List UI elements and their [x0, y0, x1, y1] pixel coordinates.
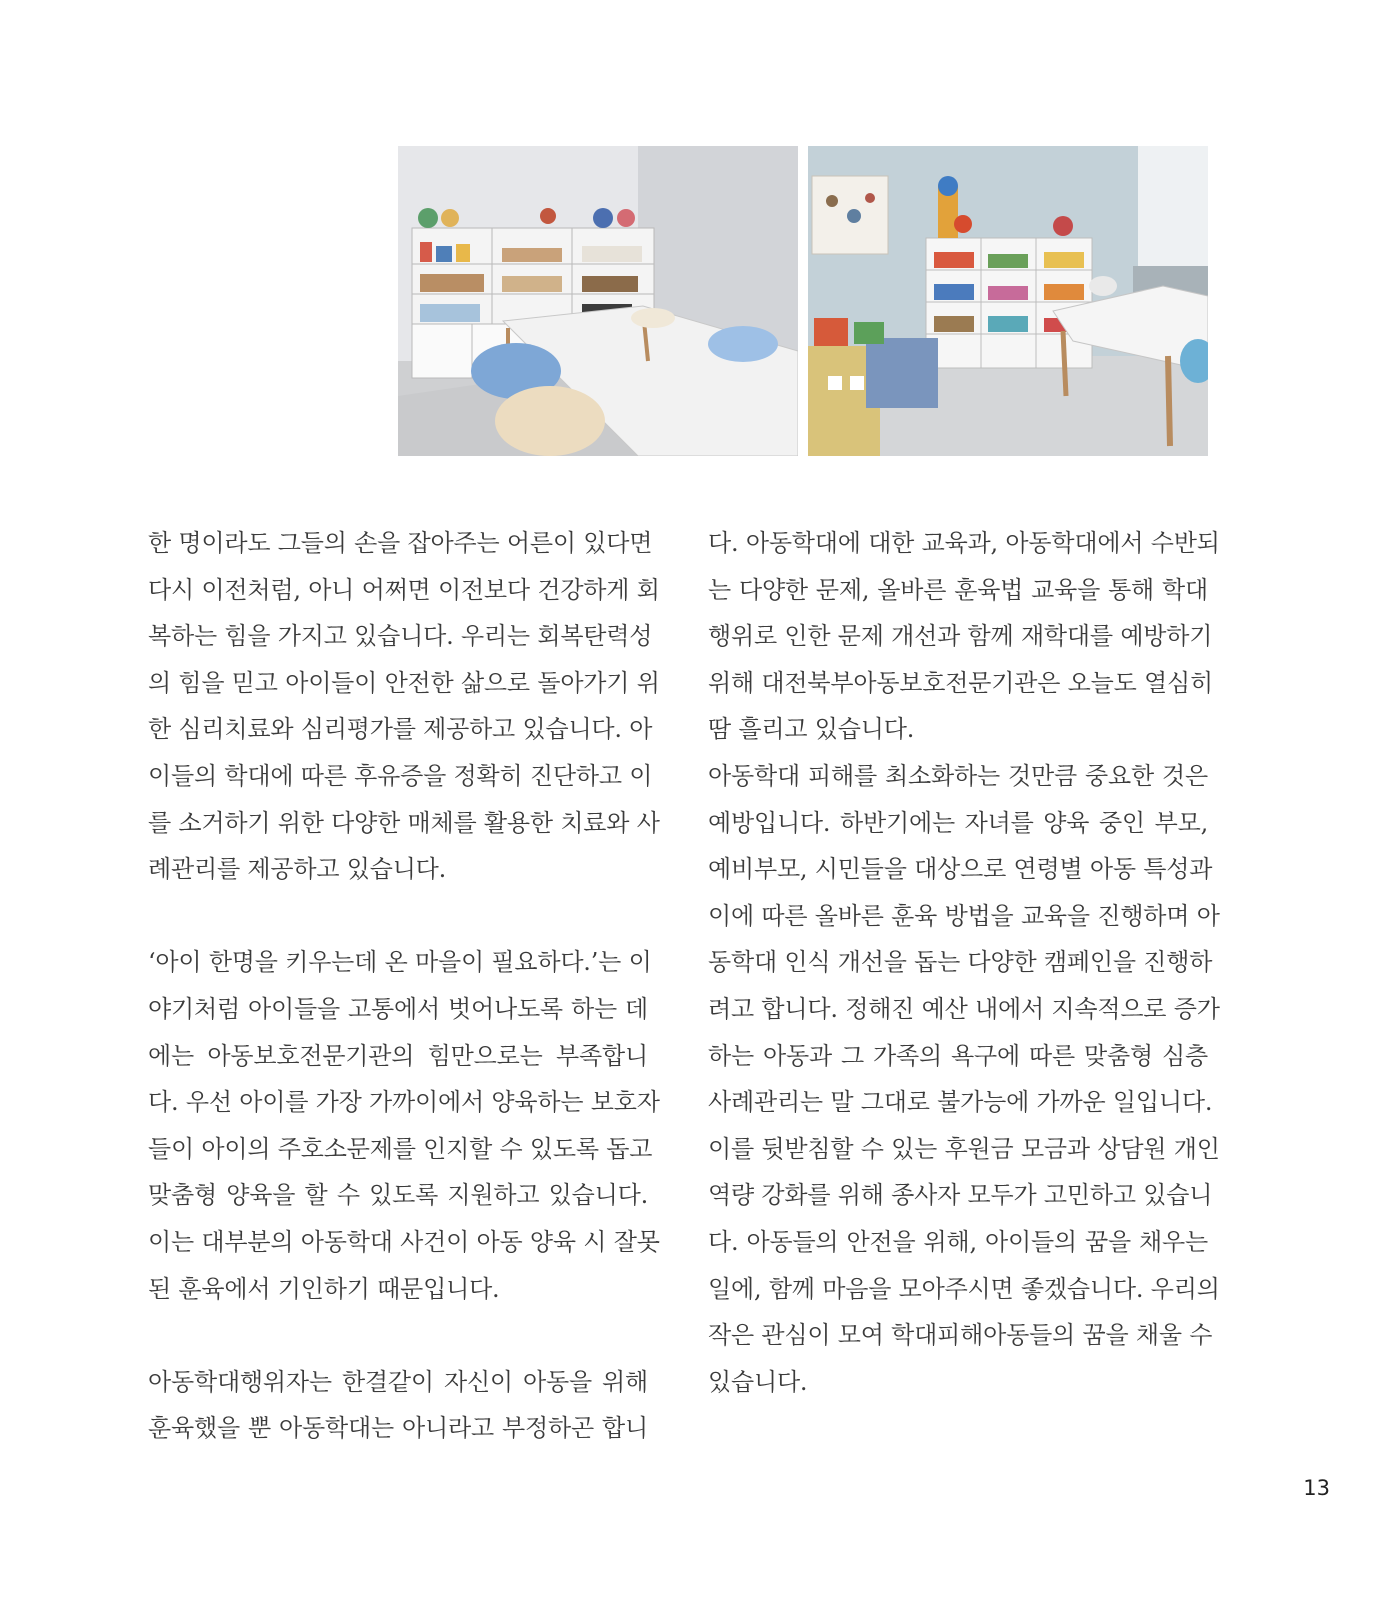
text-line: 다. 아동들의 안전을 위해, 아이들의 꿈을 채우는 — [708, 1227, 1208, 1256]
text-column-left — [148, 520, 660, 1452]
text-line: 사례관리는 말 그대로 불가능에 가까운 일입니다. — [708, 1088, 1213, 1117]
text-line: 행위로 인한 문제 개선과 함께 재학대를 예방하기 — [708, 622, 1213, 651]
text-line: 맞춤형 양육을 할 수 있도록 지원하고 있습니다. — [148, 1181, 648, 1210]
text-line: 한 명이라도 그들의 손을 잡아주는 어른이 있다면 — [148, 529, 653, 557]
text-line: 려고 합니다. 정해진 예산 내에서 지속적으로 증가 — [708, 994, 1220, 1023]
text-line: 이들의 학대에 따른 후유증을 정확히 진단하고 이 — [148, 761, 653, 790]
text-line: 동학대 인식 개선을 돕는 다양한 캠페인을 진행하 — [708, 948, 1213, 977]
page-number: 13 — [1303, 1476, 1330, 1500]
text-line: 예방입니다. 하반기에는 자녀를 양육 중인 부모, — [708, 808, 1208, 837]
text-line: 예비부모, 시민들을 대상으로 연령별 아동 특성과 — [708, 855, 1213, 884]
text-column-right — [708, 520, 1220, 1405]
text-line: 의 힘을 믿고 아이들이 안전한 삶으로 돌아가기 위 — [148, 668, 660, 697]
paragraph-gap — [148, 893, 648, 940]
text-line: 아동학대행위자는 한결같이 자신이 아동을 위해 — [148, 1367, 648, 1396]
text-line: 된 훈육에서 기인하기 때문입니다. — [148, 1274, 500, 1303]
text-line: 이를 뒷받침할 수 있는 후원금 모금과 상담원 개인 — [708, 1134, 1220, 1163]
paragraph — [708, 753, 1220, 1405]
text-line: 있습니다. — [708, 1367, 808, 1396]
text-line: 는 다양한 문제, 올바른 훈육법 교육을 통해 학대 — [708, 575, 1208, 604]
paragraph — [148, 1359, 648, 1452]
text-line: 작은 관심이 모여 학대피해아동들의 꿈을 채울 수 — [708, 1321, 1213, 1350]
text-line: 를 소거하기 위한 다양한 매체를 활용한 치료와 사 — [148, 808, 660, 837]
text-line: 다. 우선 아이를 가장 가까이에서 양육하는 보호자 — [148, 1088, 660, 1117]
text-line: 례관리를 제공하고 있습니다. — [148, 855, 447, 884]
text-line: 들이 아이의 주호소문제를 인지할 수 있도록 돕고 — [148, 1134, 653, 1163]
text-line: 다. 아동학대에 대한 교육과, 아동학대에서 수반되 — [708, 529, 1220, 557]
text-line: 에는 아동보호전문기관의 힘만으로는 부족합니 — [148, 1041, 648, 1070]
paragraph — [148, 939, 660, 1312]
play-therapy-room-photo — [808, 146, 1208, 456]
paragraph — [148, 520, 660, 893]
text-line: 일에, 함께 마음을 모아주시면 좋겠습니다. 우리의 — [708, 1274, 1220, 1303]
text-line: 야기처럼 아이들을 고통에서 벗어나도록 하는 데 — [148, 994, 648, 1023]
text-line: 훈육했을 뿐 아동학대는 아니라고 부정하곤 합니 — [148, 1414, 648, 1443]
counseling-room-photo-icon — [398, 146, 798, 456]
counseling-room-photo — [398, 146, 798, 456]
text-line: 역량 강화를 위해 종사자 모두가 고민하고 있습니 — [708, 1181, 1213, 1210]
text-line: 아동학대 피해를 최소화하는 것만큼 중요한 것은 — [708, 761, 1208, 790]
text-line: 이에 따른 올바른 훈육 방법을 교육을 진행하며 아 — [708, 901, 1220, 930]
paragraph-gap — [148, 1312, 648, 1359]
text-line: 위해 대전북부아동보호전문기관은 오늘도 열심히 — [708, 668, 1213, 697]
text-line: 한 심리치료와 심리평가를 제공하고 있습니다. 아 — [148, 715, 653, 744]
play-therapy-room-photo-icon — [808, 146, 1208, 456]
text-line: 땀 흘리고 있습니다. — [708, 715, 915, 744]
paragraph — [708, 520, 1220, 753]
text-line: 이는 대부분의 아동학대 사건이 아동 양육 시 잘못 — [148, 1227, 660, 1256]
text-line: 복하는 힘을 가지고 있습니다. 우리는 회복탄력성 — [148, 622, 653, 651]
text-line: 다시 이전처럼, 아니 어쩌면 이전보다 건강하게 회 — [148, 575, 660, 604]
text-line: ‘아이 한명을 키우는데 온 마을이 필요하다.’는 이 — [148, 948, 652, 977]
text-line: 하는 아동과 그 가족의 욕구에 따른 맞춤형 심층 — [708, 1041, 1208, 1070]
